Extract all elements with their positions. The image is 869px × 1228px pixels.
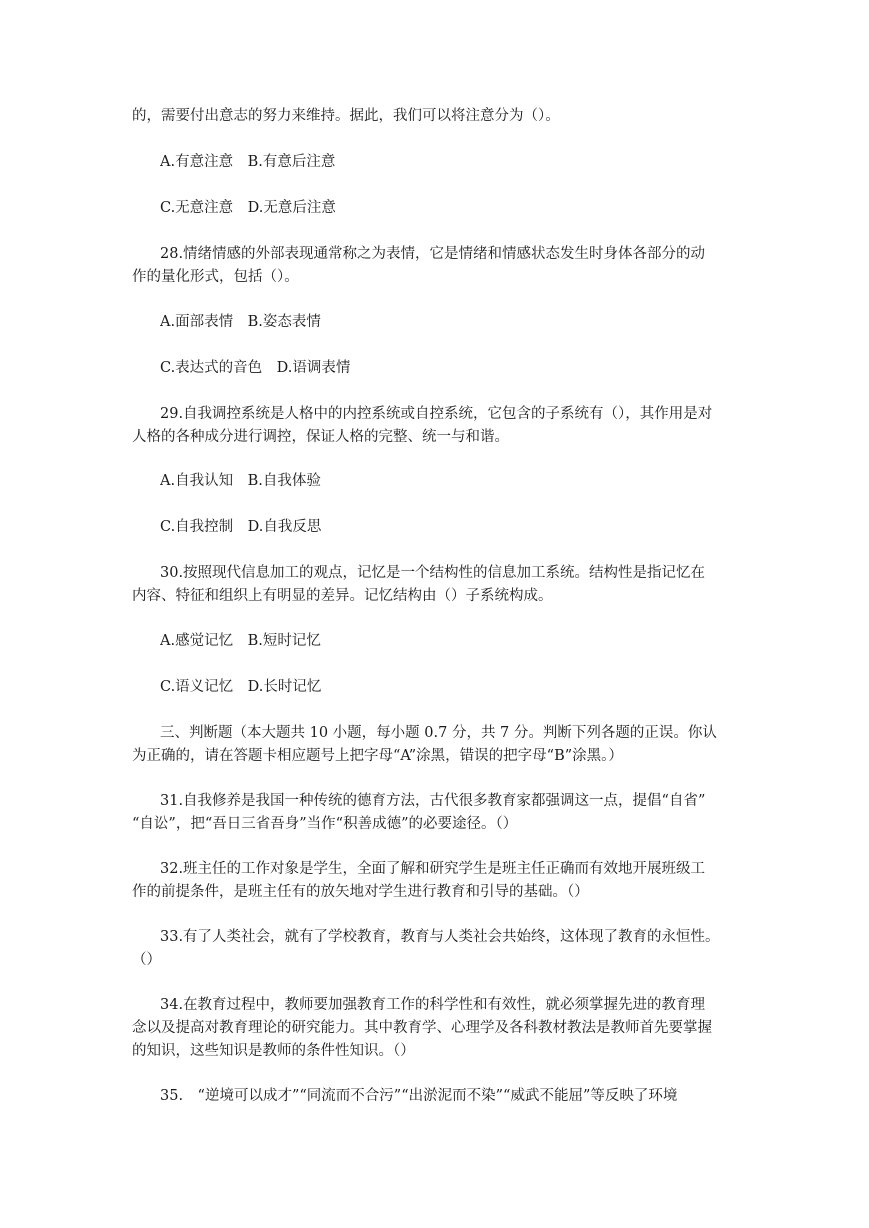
- question-29-text-continued: 人格的各种成分进行调控，保证人格的完整、统一与和谐。: [132, 429, 509, 445]
- question-28-text-continued: 作的量化形式，包括（）。: [132, 269, 299, 285]
- question-29-text: 29.自我调控系统是人格中的内控系统或自控系统，它包含的子系统有（），其作用是对: [160, 406, 713, 422]
- question-27-options-ab: A.有意注意 B.有意后注意: [160, 154, 336, 170]
- question-30-options-ab: A.感觉记忆 B.短时记忆: [160, 633, 321, 649]
- section-3-heading: 三、判断题（本大题共 10 小题，每小题 0.7 分，共 7 分。判断下列各题的正误。你认: [160, 725, 717, 741]
- question-28-options-cd: C.表达式的音色 D.语调表情: [160, 360, 351, 376]
- question-31-text-continued: “自讼”，把“吾日三省吾身”当作“积善成德”的必要途径。（）: [132, 816, 518, 832]
- question-29-options-cd: C.自我控制 D.自我反思: [160, 519, 322, 535]
- question-35-text: 35. “逆境可以成才”“同流而不合污”“出淤泥而不染”“威武不能屈”等反映了环境: [160, 1088, 678, 1104]
- question-30-options-cd: C.语义记忆 D.长时记忆: [160, 679, 322, 695]
- question-34-text: 34.在教育过程中，教师要加强教育工作的科学性和有效性，就必须掌握先进的教育理: [160, 997, 706, 1013]
- question-27-options-cd: C.无意注意 D.无意后注意: [160, 200, 336, 216]
- question-33-text-continued: （）: [132, 952, 161, 968]
- question-32-text-continued: 作的前提条件，是班主任有的放矢地对学生进行教育和引导的基础。（）: [132, 884, 589, 900]
- question-33-text: 33.有了人类社会，就有了学校教育，教育与人类社会共始终，这体现了教育的永恒性。: [160, 929, 720, 945]
- question-30-text: 30.按照现代信息加工的观点，记忆是一个结构性的信息加工系统。结构性是指记忆在: [160, 565, 706, 581]
- question-34-text-continued: 念以及提高对教育理论的研究能力。其中教育学、心理学及各科教材教法是教师首先要掌握: [132, 1020, 712, 1036]
- question-32-text: 32.班主任的工作对象是学生，全面了解和研究学生是班主任正确而有效地开展班级工: [160, 861, 706, 877]
- question-29-options-ab: A.自我认知 B.自我体验: [160, 473, 321, 489]
- section-3-heading-continued: 为正确的，请在答题卡相应题号上把字母“A”涂黑，错误的把字母“B”涂黑。）: [132, 748, 623, 764]
- question-30-text-continued: 内容、特征和组织上有明显的差异。记忆结构由（）子系统构成。: [132, 588, 553, 604]
- question-31-text: 31.自我修养是我国一种传统的德育方法，古代很多教育家都强调这一点，提倡“自省”: [160, 793, 706, 809]
- question-28-text: 28.情绪情感的外部表现通常称之为表情，它是情绪和情感状态发生时身体各部分的动: [160, 246, 706, 262]
- question-27-text-continued: 的，需要付出意志的努力来维持。据此，我们可以将注意分为（）。: [132, 108, 560, 124]
- question-28-options-ab: A.面部表情 B.姿态表情: [160, 314, 321, 330]
- question-34-text-end: 的知识，这些知识是教师的条件性知识。（）: [132, 1043, 415, 1059]
